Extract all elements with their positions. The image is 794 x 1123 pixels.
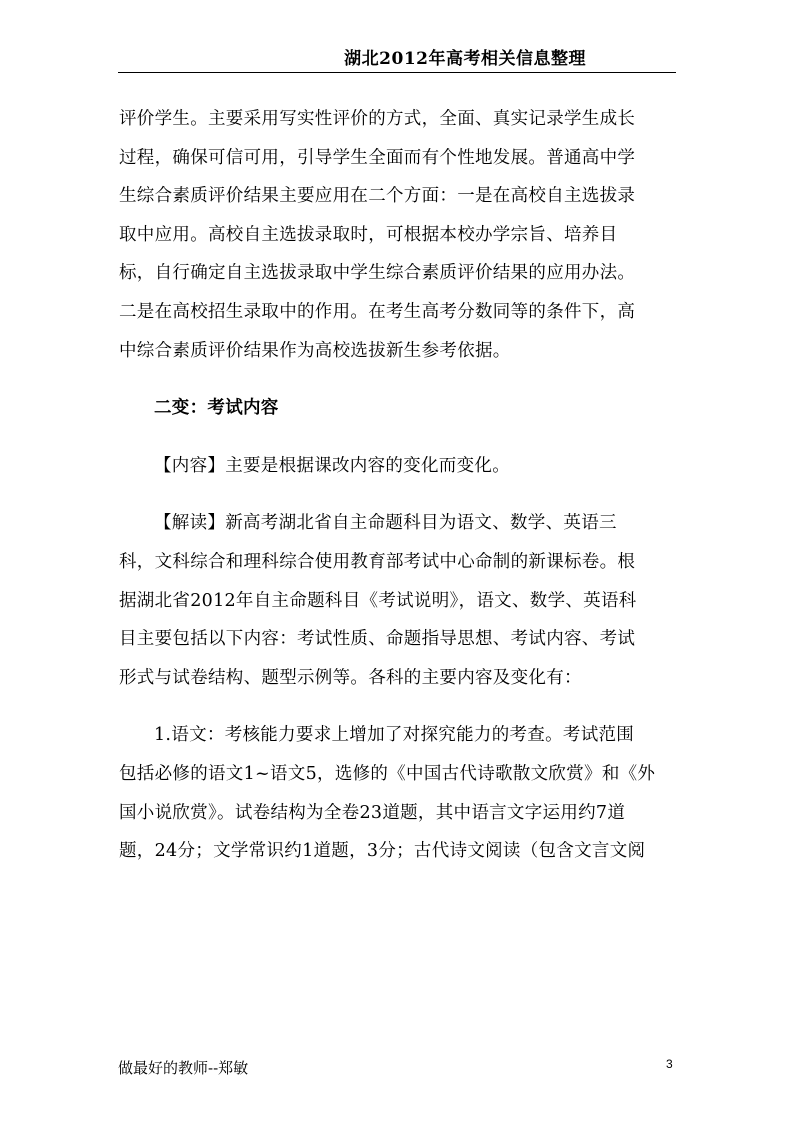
document-body: [119, 104, 679, 875]
text-line: 国小说欣赏》。试卷结构为全卷23道题，其中语言文字运用约7道: [119, 802, 626, 823]
text-line: 【解读】新高考湖北省自主命题科目为语文、数学、英语三: [154, 513, 617, 534]
text-line: 标，自行确定自主选拔录取中学生综合素质评价结果的应用办法。: [119, 263, 636, 284]
text-line: 评价学生。主要采用写实性评价的方式，全面、真实记录学生成长: [119, 109, 636, 129]
text-line: 据湖北省2012年自主命题科目《考试说明》，语文、数学、英语科: [119, 590, 637, 611]
paragraph-gap: [119, 374, 679, 393]
paragraph-gap: [119, 489, 679, 508]
page-number: 3: [666, 1057, 673, 1071]
text-line: 科，文科综合和理科综合使用教育部考试中心命制的新课标卷。根: [119, 551, 636, 572]
text-line: 包括必修的语文1~语文5，选修的《中国古代诗歌散文欣赏》和《外: [119, 763, 656, 784]
section-heading: 二变：考试内容: [154, 398, 279, 419]
page-header: [118, 48, 676, 73]
text-line: 生综合素质评价结果主要应用在二个方面：一是在高校自主选拔录: [119, 186, 636, 207]
paragraph-content: 【内容】主要是根据课改内容的变化而变化。: [154, 455, 510, 476]
header-title: 湖北2012年高考相关信息整理: [344, 49, 586, 69]
paragraph-chinese: [119, 720, 679, 874]
paragraph-evaluation: [119, 104, 679, 374]
paragraph-gap: [119, 701, 679, 720]
text-line: 过程，确保可信可用，引导学生全面而有个性地发展。普通高中学: [119, 147, 636, 168]
text-line: 取中应用。高校自主选拔录取时，可根据本校办学宗旨、培养目: [119, 224, 618, 245]
text-line: 形式与试卷结构、题型示例等。各科的主要内容及变化有：: [119, 667, 582, 688]
text-line: 中综合素质评价结果作为高校选拔新生参考依据。: [119, 340, 511, 361]
text-line: 题，24分；文学常识约1道题，3分；古代诗文阅读（包含文言文阅: [119, 841, 646, 862]
text-line: 目主要包括以下内容：考试性质、命题指导思想、考试内容、考试: [119, 629, 636, 650]
footer-author: 做最好的教师--郑敏: [118, 1059, 249, 1077]
text-line: 二是在高校招生录取中的作用。在考生高考分数同等的条件下，高: [119, 301, 636, 322]
paragraph-gap: [119, 432, 679, 451]
text-line: 1.语文：考核能力要求上增加了对探究能力的考查。考试范围: [154, 725, 635, 746]
paragraph-interpretation: [119, 508, 679, 701]
